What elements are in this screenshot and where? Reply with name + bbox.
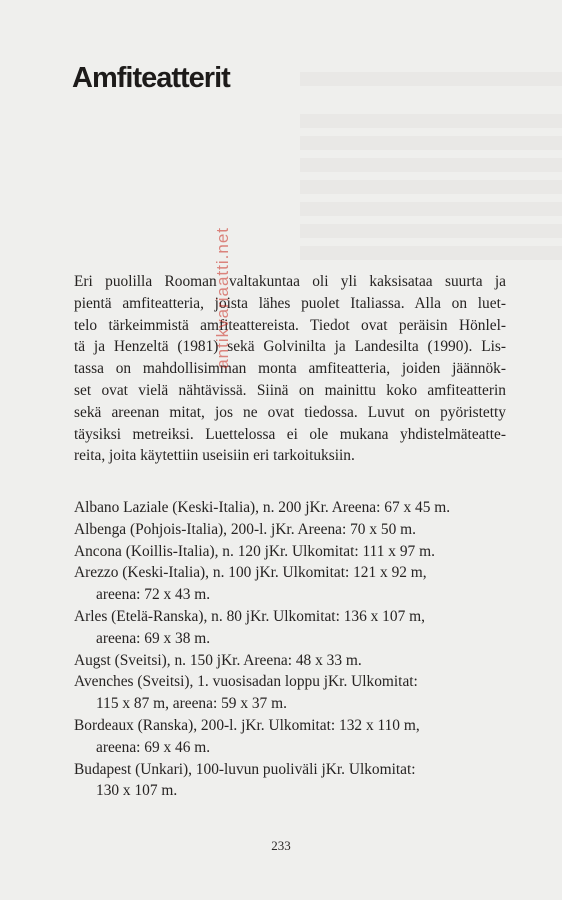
- entry-line: areena: 69 x 38 m.: [96, 629, 211, 647]
- entry-line: areena: 69 x 46 m.: [96, 738, 211, 756]
- show-through-line: [300, 114, 562, 128]
- intro-line: set ovat vielä nähtävissä. Siinä on mainittu koko amfiteatterin: [74, 381, 506, 399]
- list-item: [74, 562, 514, 606]
- list-item: [74, 519, 514, 541]
- amphitheatre-list: [74, 497, 514, 802]
- list-item: [74, 671, 514, 715]
- list-item: [74, 715, 514, 759]
- page-number: 233: [271, 838, 291, 853]
- intro-line: telo tärkeimmistä amfiteattereista. Tiedot ovat peräisin Hönlel-: [74, 316, 506, 334]
- intro-paragraph: [74, 271, 506, 467]
- show-through-line: [300, 202, 562, 216]
- show-through-line: [300, 224, 562, 238]
- entry-line: Arles (Etelä-Ranska), n. 80 jKr. Ulkomitat: 136 x 107 m,: [74, 607, 425, 625]
- intro-line: tassa on mahdollisimman monta amfiteatteria, joiden jäännök-: [74, 360, 506, 378]
- show-through-line: [300, 158, 562, 172]
- entry-line: Avenches (Sveitsi), 1. vuosisadan loppu jKr. Ulkomitat:: [74, 673, 418, 691]
- list-item: [74, 606, 514, 650]
- list-item: [74, 650, 514, 672]
- entry-line: Albano Laziale (Keski-Italia), n. 200 jKr. Areena: 67 x 45 m.: [74, 499, 451, 516]
- watermark: antikvariaatti.net: [213, 227, 232, 369]
- show-through-line: [300, 246, 562, 260]
- show-through-line: [300, 180, 562, 194]
- entry-line: Ancona (Koillis-Italia), n. 120 jKr. Ulkomitat: 111 x 97 m.: [74, 542, 435, 560]
- entry-line: 130 x 107 m.: [96, 782, 178, 800]
- intro-line: tä ja Henzeltä (1981) sekä Golvinilta ja Landesilta (1990). Lis-: [74, 338, 506, 356]
- show-through-line: [300, 72, 562, 86]
- list-item: [74, 541, 514, 563]
- intro-line: reita, joita käytettiin useisiin eri tarkoituksiin.: [74, 447, 355, 465]
- entry-line: Albenga (Pohjois-Italia), 200-l. jKr. Areena: 70 x 50 m.: [74, 520, 416, 538]
- intro-line: pientä amfiteatteria, joista lähes puolet Italiassa. Alla on luet-: [74, 294, 506, 312]
- entry-line: Augst (Sveitsi), n. 150 jKr. Areena: 48 x 33 m.: [74, 651, 362, 669]
- list-item: [74, 759, 514, 803]
- entry-line: Budapest (Unkari), 100-luvun puoliväli jKr. Ulkomitat:: [74, 760, 416, 778]
- entry-line: areena: 72 x 43 m.: [96, 586, 211, 604]
- entry-line: Bordeaux (Ranska), 200-l. jKr. Ulkomitat: 132 x 110 m,: [74, 716, 420, 734]
- page-title: Amfiteatterit: [72, 62, 230, 94]
- entry-line: Arezzo (Keski-Italia), n. 100 jKr. Ulkomitat: 121 x 92 m,: [74, 564, 427, 582]
- show-through-line: [300, 136, 562, 150]
- entry-line: 115 x 87 m, areena: 59 x 37 m.: [96, 695, 287, 713]
- intro-line: täysiksi metreiksi. Luettelossa ei ole mukana yhdistelmäteatte-: [74, 425, 506, 443]
- intro-line: Eri puolilla Rooman valtakuntaa oli yli kaksisataa suurta ja: [74, 273, 506, 290]
- intro-line: sekä areenan mitat, jos ne ovat tiedossa. Luvut on pyöristetty: [74, 403, 506, 421]
- list-item: [74, 497, 514, 519]
